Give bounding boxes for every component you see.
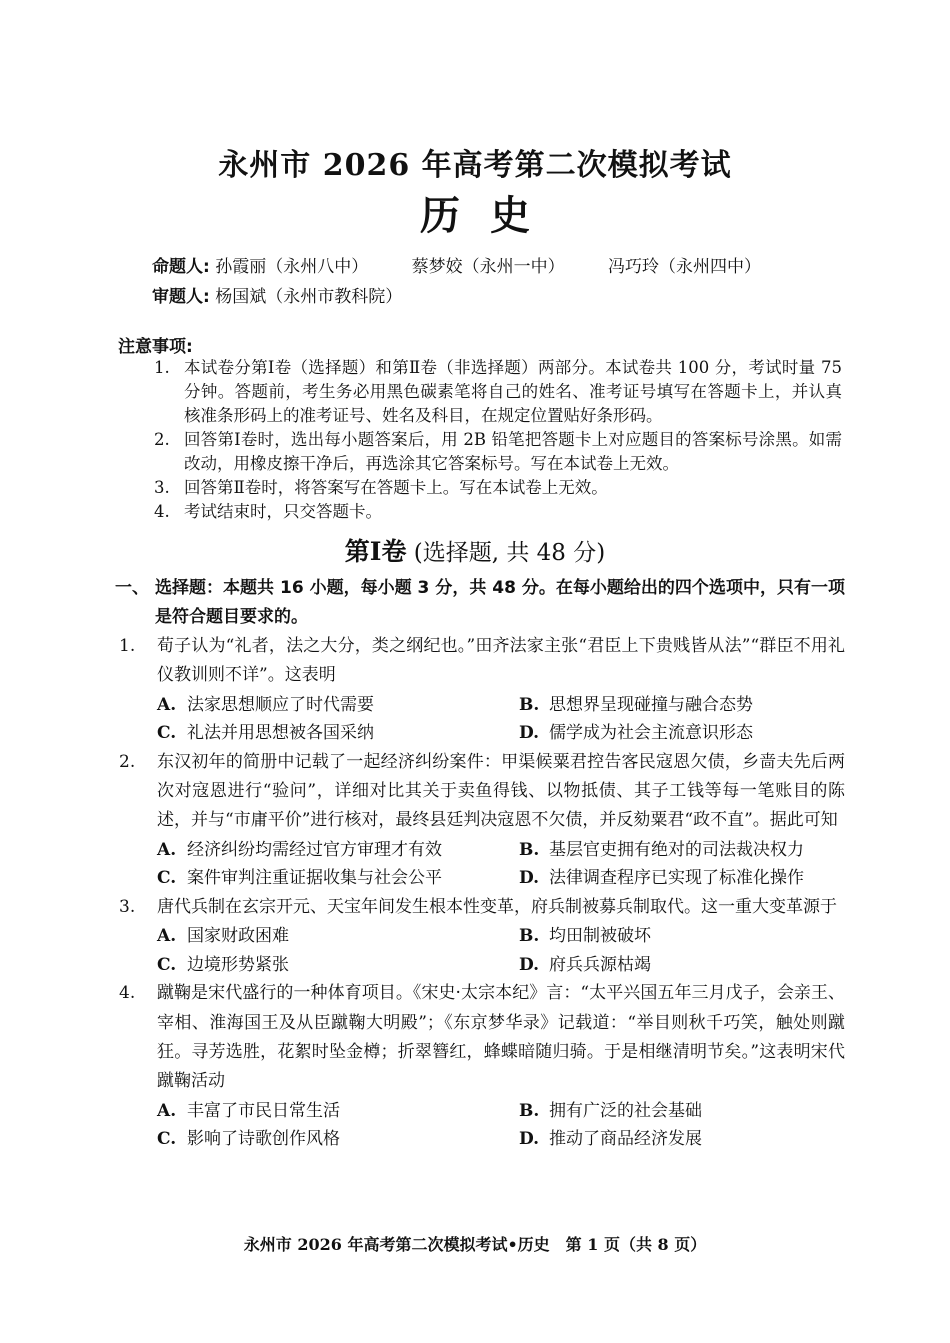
option <box>157 1097 519 1126</box>
reviewer-name: 杨国斌（永州市教科院） <box>215 287 403 307</box>
option-key: B. <box>519 1100 540 1121</box>
option-key: D. <box>519 723 540 744</box>
option-text: 思想界呈现碰撞与融合态势 <box>549 694 753 715</box>
note-text: 本试卷分第Ⅰ卷（选择题）和第Ⅱ卷（非选择题）两部分。本试卷共 100 分，考试时量 75 分钟。答题前，考生务必用黑色碳素笔将自己的姓名、准考证号填写在答题卡上，并认真核准条形码上的准考证号、姓名及科目，在规定位置贴好条形码。 <box>184 358 842 425</box>
option-key: A. <box>157 694 177 715</box>
option-key: D. <box>519 954 540 975</box>
option-text: 拥有广泛的社会基础 <box>549 1100 702 1121</box>
option <box>519 836 881 865</box>
option-key: B. <box>519 839 540 860</box>
note-number: 3. <box>154 478 170 497</box>
note-item <box>152 356 842 428</box>
option-text: 国家财政困难 <box>187 926 289 947</box>
question <box>115 979 845 1153</box>
option <box>519 1125 881 1154</box>
setters-row <box>152 252 761 282</box>
section-heading <box>0 532 950 568</box>
option <box>157 719 519 748</box>
option <box>519 719 881 748</box>
option <box>157 922 519 951</box>
option-key: C. <box>157 723 177 744</box>
option-text: 儒学成为社会主流意识形态 <box>549 723 753 744</box>
part-number: 一、 <box>115 578 149 598</box>
option-text: 影响了诗歌创作风格 <box>187 1129 340 1150</box>
note-number: 4. <box>154 502 170 521</box>
part-text: 选择题：本题共 16 小题，每小题 3 分，共 48 分。在每小题给出的四个选项中，只有一项是符合题目要求的。 <box>155 578 845 627</box>
notes-heading: 注意事项: <box>118 337 193 357</box>
section-subtitle: (选择题, 共 48 分) <box>413 540 606 566</box>
authors-block <box>152 252 761 312</box>
question-stem: 东汉初年的简册中记载了一起经济纠纷案件：甲渠候粟君控告客民寇恩欠债，乡啬夫先后两次对寇恩进行“验问”，详细对比其关于卖鱼得钱、以物抵债、其子工钱等每一笔账目的陈述，并与“市庸平价”进行核对，最终县廷判决寇恩不欠债，并反劾粟君“政不直”。据此可知 <box>157 751 845 831</box>
option-text: 法家思想顺应了时代需要 <box>187 694 374 715</box>
option-key: A. <box>157 839 177 860</box>
note-item <box>152 428 842 476</box>
option <box>157 1125 519 1154</box>
option-key: D. <box>519 868 540 889</box>
question <box>115 632 845 748</box>
subject-title: 历史 <box>420 192 560 239</box>
note-text: 回答第Ⅱ卷时，将答案写在答题卡上。写在本试卷上无效。 <box>184 478 608 497</box>
option-text: 均田制被破坏 <box>549 926 651 947</box>
option <box>519 864 881 893</box>
question <box>115 748 845 893</box>
option <box>157 864 519 893</box>
exam-title: 永州市 2026 年高考第二次模拟考试 <box>218 148 732 183</box>
option-key: A. <box>157 1100 177 1121</box>
option-key: C. <box>157 868 177 889</box>
note-text: 考试结束时，只交答题卡。 <box>184 502 382 521</box>
setters-label: 命题人: <box>152 257 210 277</box>
question-number: 4. <box>119 983 136 1004</box>
notes-list <box>152 356 842 524</box>
note-item <box>152 476 842 500</box>
option <box>157 951 519 980</box>
setter-name: 蔡梦姣（永州一中） <box>411 257 565 277</box>
option-text: 案件审判注重证据收集与社会公平 <box>187 868 442 889</box>
option-text: 推动了商品经济发展 <box>549 1129 702 1150</box>
option-text: 府兵兵源枯竭 <box>549 954 651 975</box>
setter-name: 孙霞丽（永州八中） <box>215 257 369 277</box>
option-text: 经济纠纷均需经过官方审理才有效 <box>187 839 442 860</box>
note-number: 1. <box>154 358 170 377</box>
questions-area <box>115 574 845 1154</box>
reviewer-row <box>152 282 761 312</box>
option-text: 基层官吏拥有绝对的司法裁决权力 <box>549 839 804 860</box>
option-key: C. <box>157 1129 177 1150</box>
option-text: 礼法并用思想被各国采纳 <box>187 723 374 744</box>
option <box>157 836 519 865</box>
question-stem: 蹴鞠是宋代盛行的一种体育项目。《宋史·太宗本纪》言：“太平兴国五年三月戊子，会亲王、宰相、淮海国王及从臣蹴鞠大明殿”；《东京梦华录》记载道：“举目则秋千巧笑，触处则蹴狂。寻芳选胜，花絮时坠金樽；折翠簪红，蜂蝶暗随归骑。于是相继清明节矣。”这表明宋代蹴鞠活动 <box>157 983 845 1092</box>
question-number: 1. <box>119 636 136 656</box>
page-footer: 永州市 2026 年高考第二次模拟考试•历史 第 1 页（共 8 页） <box>243 1235 707 1254</box>
option-key: B. <box>519 926 540 947</box>
question-stem: 唐代兵制在玄宗开元、天宝年间发生根本性变革，府兵制被募兵制取代。这一重大变革源于 <box>157 896 837 917</box>
question-number: 3. <box>119 896 136 917</box>
note-item <box>152 500 842 524</box>
option-text: 边境形势紧张 <box>187 954 289 975</box>
options-grid <box>157 691 845 748</box>
reviewer-label: 审题人: <box>152 287 210 307</box>
section-title: 第Ⅰ卷 <box>344 537 407 566</box>
options-grid <box>157 836 845 893</box>
option-text: 法律调查程序已实现了标准化操作 <box>549 868 804 889</box>
question-stem: 荀子认为“礼者，法之大分，类之纲纪也。”田齐法家主张“君臣上下贵贱皆从法”“群臣不用礼仪教训则不详”。这表明 <box>157 636 845 686</box>
option-text: 丰富了市民日常生活 <box>187 1100 340 1121</box>
option <box>519 922 881 951</box>
note-number: 2. <box>154 430 170 449</box>
options-grid <box>157 1097 845 1154</box>
option-key: C. <box>157 954 177 975</box>
option-key: B. <box>519 694 540 715</box>
question-number: 2. <box>119 751 136 772</box>
option <box>157 691 519 720</box>
option <box>519 1097 881 1126</box>
option-key: A. <box>157 926 177 947</box>
options-grid <box>157 922 845 979</box>
option <box>519 691 881 720</box>
option <box>519 951 881 980</box>
option-key: D. <box>519 1129 540 1150</box>
part-instructions <box>115 574 845 632</box>
setter-name: 冯巧玲（永州四中） <box>608 257 762 277</box>
note-text: 回答第Ⅰ卷时，选出每小题答案后，用 2B 铅笔把答题卡上对应题目的答案标号涂黑。如需改动，用橡皮擦干净后，再选涂其它答案标号。写在本试卷上无效。 <box>184 430 842 473</box>
question <box>115 893 845 979</box>
